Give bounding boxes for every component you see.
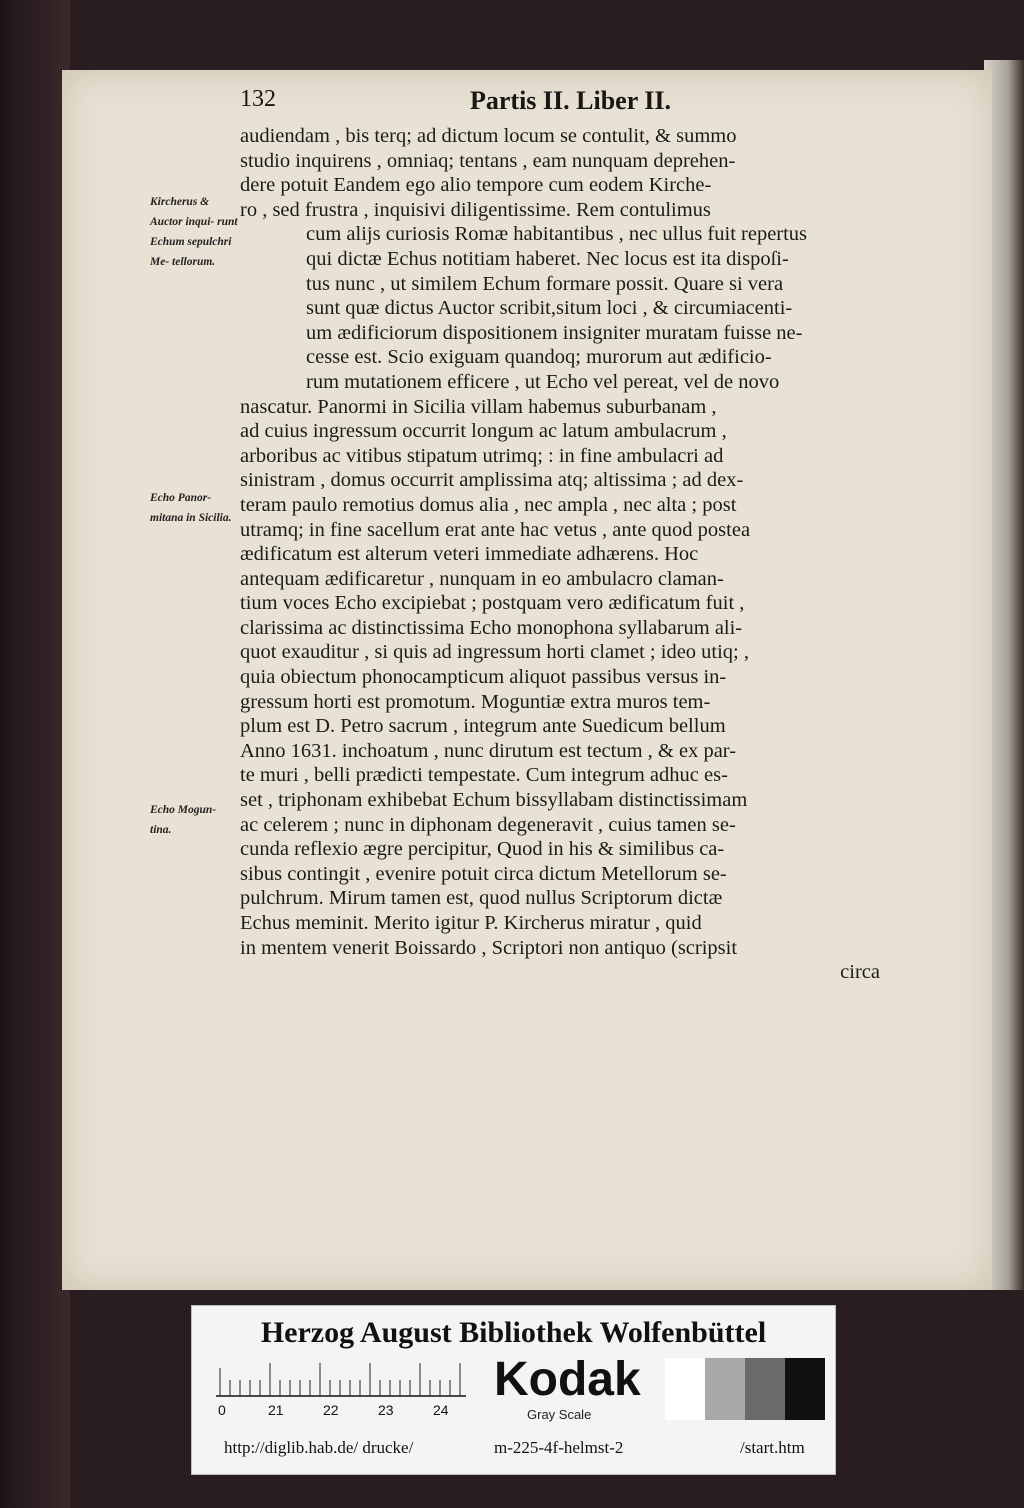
text-line: plum est D. Petro sacrum , integrum ante Suedicum bellum	[240, 715, 726, 738]
text-line: ædificatum est alterum veteri immediate adhærens. Hoc	[240, 543, 699, 566]
backdrop-left	[0, 0, 70, 1508]
text-line: clarissima ac distinctissima Echo monophona syllabarum ali-	[240, 616, 743, 639]
ruler-scale	[216, 1358, 466, 1398]
text-line: set , triphonam exhibebat Echum bissyllabam distinctissimam	[240, 789, 748, 812]
text-line: antequam ædificaretur , nunquam in eo ambulacro claman-	[240, 567, 724, 590]
page-number: 132	[240, 86, 276, 112]
text-line: ac celerem ; nunc in diphonam degeneravit , cuius tamen se-	[240, 813, 736, 836]
gray-scale-label: Gray Scale	[527, 1407, 592, 1422]
ruler-label: 23	[378, 1402, 394, 1418]
ruler-label: 0	[218, 1402, 226, 1418]
kodak-logo: Kodak	[494, 1353, 641, 1406]
text-line: in mentem venerit Boissardo , Scriptori non antiquo (scripsit	[240, 936, 738, 959]
shelfmark: m-225-4f-helmst-2	[494, 1438, 624, 1457]
ruler-labels	[212, 1402, 482, 1422]
text-line: qui dictæ Echus notitiam haberet. Nec locus est ita dispoſi-	[306, 247, 789, 270]
library-name: Herzog August Bibliothek Wolfenbüttel	[260, 1316, 767, 1349]
text-line: audiendam , bis terq; ad dictum locum se contulit, & summo	[240, 125, 737, 147]
page-header	[0, 86, 1024, 126]
gray-patch	[785, 1358, 825, 1420]
text-line: dere potuit Eandem ego alio tempore cum eodem Kirche-	[240, 174, 712, 197]
ruler-label: 21	[268, 1402, 284, 1418]
text-line: um ædificiorum dispositionem insigniter muratam fuisse ne-	[306, 321, 803, 344]
gray-scale-patches	[665, 1358, 825, 1420]
body-text	[240, 124, 890, 985]
start-page: /start.htm	[740, 1438, 805, 1457]
ruler-label: 22	[323, 1402, 339, 1418]
text-line: pulchrum. Mirum tamen est, quod nullus Scriptorum dictæ	[240, 887, 723, 910]
text-line: tus nunc , ut similem Echum formare possit. Quare si vera	[306, 272, 784, 295]
gray-patch	[745, 1358, 785, 1420]
text-line: utramq; in fine sacellum erat ante hac vetus , ante quod postea	[240, 518, 751, 541]
text-line: ro , sed frustra , inquisivi diligentissime. Rem contulimus	[240, 198, 711, 221]
text-line: cum alijs curiosis Romæ habitantibus , nec ullus fuit repertus	[306, 223, 808, 246]
text-line: nascatur. Panormi in Sicilia villam habemus suburbanam ,	[240, 395, 717, 418]
text-line: cesse est. Scio exiguam quandoq; murorum aut ædificio-	[306, 346, 772, 369]
text-line: quia obiectum phonocampticum aliquot passibus versus in-	[240, 666, 727, 689]
ruler-label: 24	[433, 1402, 449, 1418]
text-line: Anno 1631. inchoatum , nunc dirutum est tectum , & ex par-	[240, 739, 737, 762]
text-line: sinistram , domus occurrit amplissima atq; altissima ; ad dex-	[240, 469, 744, 492]
text-line: rum mutationem efficere , ut Echo vel pereat, vel de novo	[306, 370, 780, 393]
catchword: circa	[840, 961, 880, 984]
text-line: gressum horti est promotum. Moguntiæ extra muros tem-	[240, 690, 711, 713]
text-line: teram paulo remotius domus alia , nec ampla , nec alta ; post	[240, 493, 737, 516]
source-url: http://diglib.hab.de/ drucke/	[224, 1438, 414, 1457]
library-color-card	[191, 1305, 836, 1475]
margin-note: Echo Panor- mitana in Sicilia.	[150, 492, 232, 524]
text-line: sibus contingit , evenire potuit circa dictum Metellorum se-	[240, 862, 727, 885]
running-title: Partis II. Liber II.	[470, 86, 672, 115]
text-line: arboribus ac vitibus stipatum utrimq; : in fine ambulacri ad	[240, 444, 724, 467]
text-line: cunda reflexio ægre percipitur, Quod in his & similibus ca-	[240, 838, 725, 861]
text-line: ad cuius ingressum occurrit longum ac latum ambulacrum ,	[240, 420, 727, 443]
margin-note: Kircherus & Auctor inqui- runt Echum sepulchri Me- tellorum.	[150, 196, 238, 268]
gray-patch	[705, 1358, 745, 1420]
card-footer	[192, 1438, 835, 1462]
text-line: studio inquirens , omniaq; tentans , eam nunquam deprehen-	[240, 149, 736, 172]
text-line: Echus meminit. Merito igitur P. Kircherus miratur , quid	[240, 912, 702, 934]
text-line: sunt quæ dictus Auctor scribit,situm loci , & circumiacenti-	[306, 297, 793, 320]
margin-note: Echo Mogun- tina.	[150, 804, 217, 836]
gray-patch	[665, 1358, 705, 1420]
text-line: quot exauditur , si quis ad ingressum horti clamet ; ideo utiq; ,	[240, 641, 750, 664]
text-line: tium voces Echo excipiebat ; postquam vero ædificatum fuit ,	[240, 592, 745, 615]
text-line: te muri , belli prædicti tempestate. Cum integrum adhuc es-	[240, 764, 728, 787]
